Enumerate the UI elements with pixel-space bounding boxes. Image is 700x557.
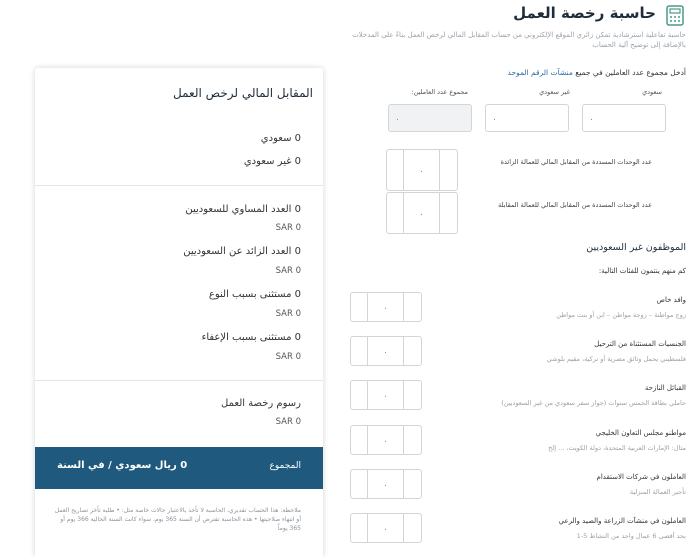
non-saudi-input[interactable] [485, 104, 569, 132]
category-description: مثال: الإمارات العربية المتحدة، دولة الكويت، ... إلخ [548, 444, 686, 452]
decrement-button[interactable] [387, 193, 403, 233]
summary-exemption-exempt: 0 مستثنى بسبب الإعفاء [201, 332, 301, 343]
decrement-button[interactable] [351, 470, 367, 498]
summary-work-permit-fee-amount: 0 SAR [275, 417, 301, 427]
decrement-button[interactable] [351, 293, 367, 321]
increment-button[interactable] [403, 337, 421, 365]
total-workers-question [508, 68, 686, 77]
divider [35, 380, 323, 381]
decrement-button[interactable] [387, 150, 403, 190]
summary-type-exempt-amount: 0 SAR [275, 309, 301, 319]
units-matching-stepper[interactable] [386, 192, 458, 234]
units-extra-label: عدد الوحدات المسددة من المقابل المالي للعمالة الزائدة [500, 158, 652, 166]
category-stepper-displaced-tribes[interactable] [350, 380, 422, 410]
summary-exemption-exempt-amount: 0 SAR [275, 352, 301, 362]
increment-button[interactable] [403, 381, 421, 409]
total-workers-question-text: أدخل مجموع عدد العاملين في جميع [575, 68, 686, 77]
category-value[interactable]: . [367, 470, 404, 498]
increment-button[interactable] [403, 514, 421, 542]
units-matching-value[interactable]: . [403, 193, 440, 233]
category-stepper-recruitment-companies[interactable] [350, 469, 422, 499]
category-description: فلسطيني يحمل وثائق مصرية أو تركية، مقيم بلوشي [546, 355, 686, 363]
summary-work-permit-fee: رسوم رخصة العمل [221, 398, 301, 409]
non-saudi-label: غير سعودي [539, 88, 570, 96]
non-saudi-section-title: الموظفون غير السعوديين [586, 242, 686, 253]
category-stepper-exempt-nationalities[interactable] [350, 336, 422, 366]
increment-button[interactable] [439, 193, 457, 233]
saudi-input[interactable] [582, 104, 666, 132]
summary-equal-saudi: 0 العدد المساوي للسعوديين [185, 204, 301, 215]
total-bar [35, 447, 323, 489]
category-description: حاملي بطاقة الخمس سنوات (جواز سفر سعودي من غير السعوديين) [501, 399, 686, 407]
category-name: مواطنو مجلس التعاون الخليجي [595, 429, 686, 437]
category-name: الجنسيات المستثناة من الترحيل [594, 340, 686, 348]
decrement-button[interactable] [351, 381, 367, 409]
summary-title: المقابل المالي لرخص العمل [173, 86, 313, 100]
category-name: العاملون في شركات الاستقدام [596, 473, 686, 481]
total-workers-value: . [396, 113, 399, 123]
decrement-button[interactable] [351, 426, 367, 454]
category-value[interactable]: . [367, 426, 404, 454]
units-extra-stepper[interactable] [386, 149, 458, 191]
increment-button[interactable] [403, 470, 421, 498]
category-value[interactable]: . [367, 293, 404, 321]
non-saudi-input-value: . [493, 113, 496, 123]
decrement-button[interactable] [351, 514, 367, 542]
total-workers-field [388, 104, 472, 132]
increment-button[interactable] [403, 426, 421, 454]
category-description: بحد أقصى 6 عمال واحد من النشاط 5-1 [576, 532, 686, 540]
page-title: حاسبة رخصة العمل [513, 4, 656, 22]
category-value[interactable]: . [367, 514, 404, 542]
total-label: المجموع [269, 461, 301, 471]
increment-button[interactable] [403, 293, 421, 321]
category-description: تأجير العمالة المنزلية [629, 488, 686, 496]
saudi-label: سعودي [642, 88, 662, 96]
units-extra-value[interactable]: . [403, 150, 440, 190]
category-stepper-gcc-citizens[interactable] [350, 425, 422, 455]
divider [35, 185, 323, 186]
summary-extra-saudi: 0 العدد الزائد عن السعوديين [183, 246, 301, 257]
total-workers-label: مجموع عدد العاملين: [411, 88, 468, 96]
category-description: زوج مواطنة – زوجة مواطن – ابن أو بنت مواطن [556, 311, 686, 319]
category-stepper-special-expat[interactable] [350, 292, 422, 322]
calculation-note: ملاحظة: هذا الحساب تقديري، الحاسبة لا تأخذ بالاعتبار حالات خاصة مثل: • طلبة تأخر تصاريح العمل أو انتهاء صلاحيتها • هذه الحاسبة تفترض أن السنة 365 يوم، سواء كانت السنة الحالية 366 يوم أو 365 يوماً [54, 507, 301, 532]
category-name: القبائل النازحة [644, 384, 686, 392]
unified-number-link[interactable]: منشآت الرقم الموحد [507, 68, 573, 77]
calculator-icon [666, 4, 686, 26]
category-stepper-agriculture-workers[interactable] [350, 513, 422, 543]
category-value[interactable]: . [367, 381, 404, 409]
total-value: 0 ريال سعودي / في السنة [57, 460, 188, 471]
units-matching-label: عدد الوحدات المسددة من المقابل المالي للعمالة المقابلة [498, 201, 652, 209]
category-name: وافد خاص [656, 296, 686, 304]
category-value[interactable]: . [367, 337, 404, 365]
summary-non-saudi-count: 0 غير سعودي [243, 156, 301, 167]
summary-saudi-count: 0 سعودي [260, 133, 301, 144]
saudi-input-value: . [590, 113, 593, 123]
category-name: العاملون في منشآت الزراعة والصيد والرعي [558, 517, 686, 525]
summary-equal-saudi-amount: 0 SAR [275, 223, 301, 233]
summary-type-exempt: 0 مستثنى بسبب النوع [208, 289, 301, 300]
page-description: حاسبة تفاعلية استرشادية تمكن زائري الموقع الإلكتروني من حساب المقابل المالي لرخص العمل بناءً على المدخلات بالإضافة إلى توضيح آلية الحساب [352, 31, 686, 49]
summary-extra-saudi-amount: 0 SAR [275, 266, 301, 276]
increment-button[interactable] [439, 150, 457, 190]
non-saudi-section-subtitle: كم منهم ينتمون للفئات التالية: [598, 267, 686, 275]
summary-card [35, 68, 323, 557]
decrement-button[interactable] [351, 337, 367, 365]
